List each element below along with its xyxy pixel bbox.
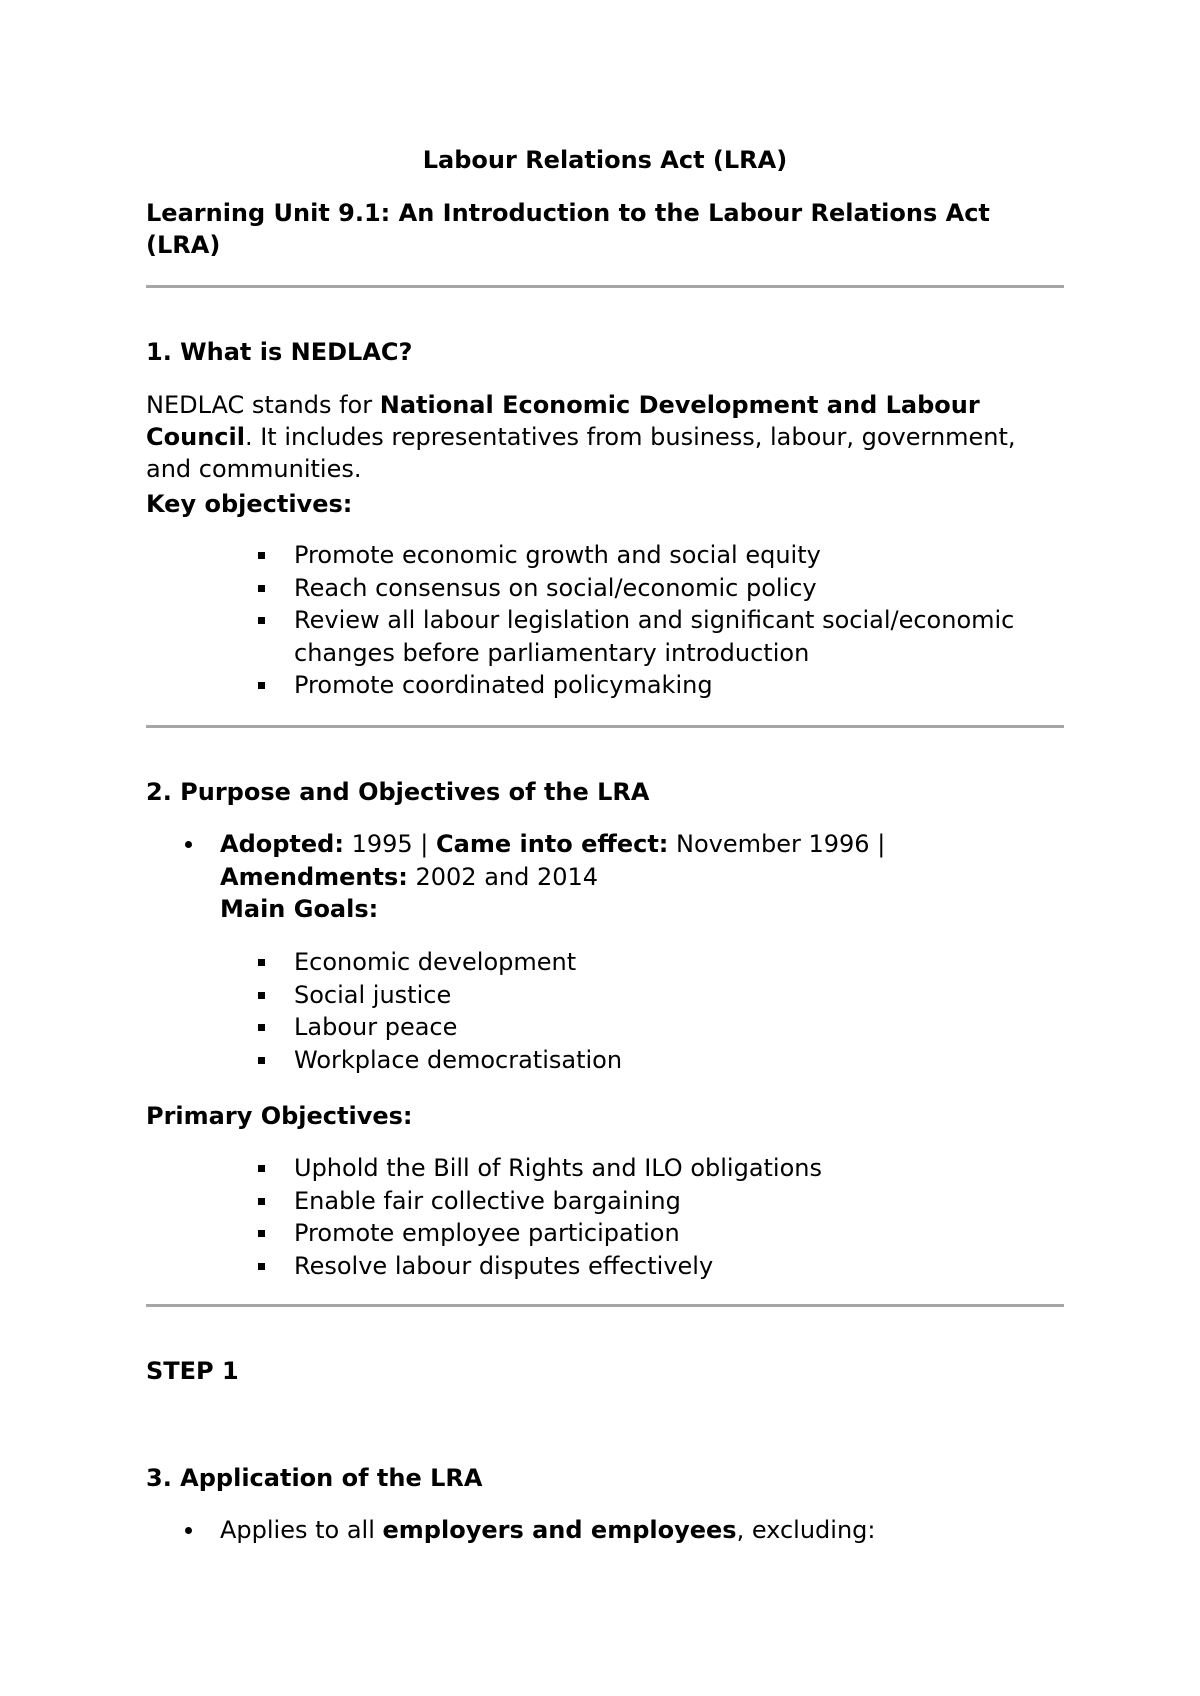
intro-prefix: NEDLAC stands for bbox=[146, 391, 380, 419]
key-objectives-list bbox=[146, 539, 1064, 702]
learning-unit-title: Learning Unit 9.1: An Introduction to the Labour Relations Act (LRA) bbox=[146, 199, 990, 259]
document-title: Labour Relations Act (LRA) bbox=[422, 146, 788, 174]
list-item: Enable fair collective bargaining bbox=[146, 1185, 1064, 1218]
square-bullet-icon bbox=[258, 617, 265, 624]
list-item: Promote employee participation bbox=[146, 1217, 1064, 1250]
section-heading-nedlac: 1. What is NEDLAC? bbox=[146, 338, 413, 366]
square-bullet-icon bbox=[258, 1198, 265, 1205]
square-bullet-icon bbox=[258, 1165, 265, 1172]
main-goals-label: Main Goals: bbox=[220, 895, 379, 923]
list-item: Adopted: 1995 | Came into effect: November 1996 | Amendments: 2002 and 2014 bbox=[146, 828, 1064, 893]
list-item: Workplace democratisation bbox=[146, 1044, 1064, 1077]
section-heading-application: 3. Application of the LRA bbox=[146, 1464, 483, 1492]
intro-suffix: . It includes representatives from business, labour, government, and communities. bbox=[146, 423, 1016, 483]
section-heading-purpose: 2. Purpose and Objectives of the LRA bbox=[146, 778, 650, 806]
list-item: Social justice bbox=[146, 979, 1064, 1012]
list-item: Reach consensus on social/economic policy bbox=[146, 572, 1064, 605]
step-label: STEP 1 bbox=[146, 1357, 239, 1385]
list-item: Promote economic growth and social equity bbox=[146, 539, 1064, 572]
section-divider bbox=[146, 1304, 1064, 1307]
square-bullet-icon bbox=[258, 585, 265, 592]
list-item: Economic development bbox=[146, 946, 1064, 979]
application-list bbox=[146, 1514, 1064, 1547]
square-bullet-icon bbox=[258, 552, 265, 559]
square-bullet-icon bbox=[258, 682, 265, 689]
lra-facts-list bbox=[146, 828, 1064, 893]
key-objectives-label: Key objectives: bbox=[146, 490, 353, 518]
primary-objectives-label: Primary Objectives: bbox=[146, 1102, 413, 1130]
nedlac-intro-paragraph bbox=[146, 389, 1064, 485]
list-item: Labour peace bbox=[146, 1011, 1064, 1044]
list-item: Applies to all employers and employees, excluding: bbox=[146, 1514, 1064, 1547]
square-bullet-icon bbox=[258, 1230, 265, 1237]
primary-objectives-list bbox=[146, 1152, 1064, 1282]
list-item: Resolve labour disputes effectively bbox=[146, 1250, 1064, 1283]
square-bullet-icon bbox=[258, 992, 265, 999]
square-bullet-icon bbox=[258, 1263, 265, 1270]
section-divider bbox=[146, 725, 1064, 728]
list-item: Review all labour legislation and significant social/economic changes before parliamentary introduction bbox=[146, 604, 1064, 669]
intro-bold: National Economic Development and Labour Council bbox=[146, 391, 980, 451]
list-item: Uphold the Bill of Rights and ILO obligations bbox=[146, 1152, 1064, 1185]
list-item: Promote coordinated policymaking bbox=[146, 669, 1064, 702]
main-goals-list bbox=[146, 946, 1064, 1076]
square-bullet-icon bbox=[258, 959, 265, 966]
square-bullet-icon bbox=[258, 1057, 265, 1064]
round-bullet-icon bbox=[185, 841, 192, 848]
section-divider bbox=[146, 285, 1064, 288]
round-bullet-icon bbox=[185, 1527, 192, 1534]
square-bullet-icon bbox=[258, 1024, 265, 1031]
